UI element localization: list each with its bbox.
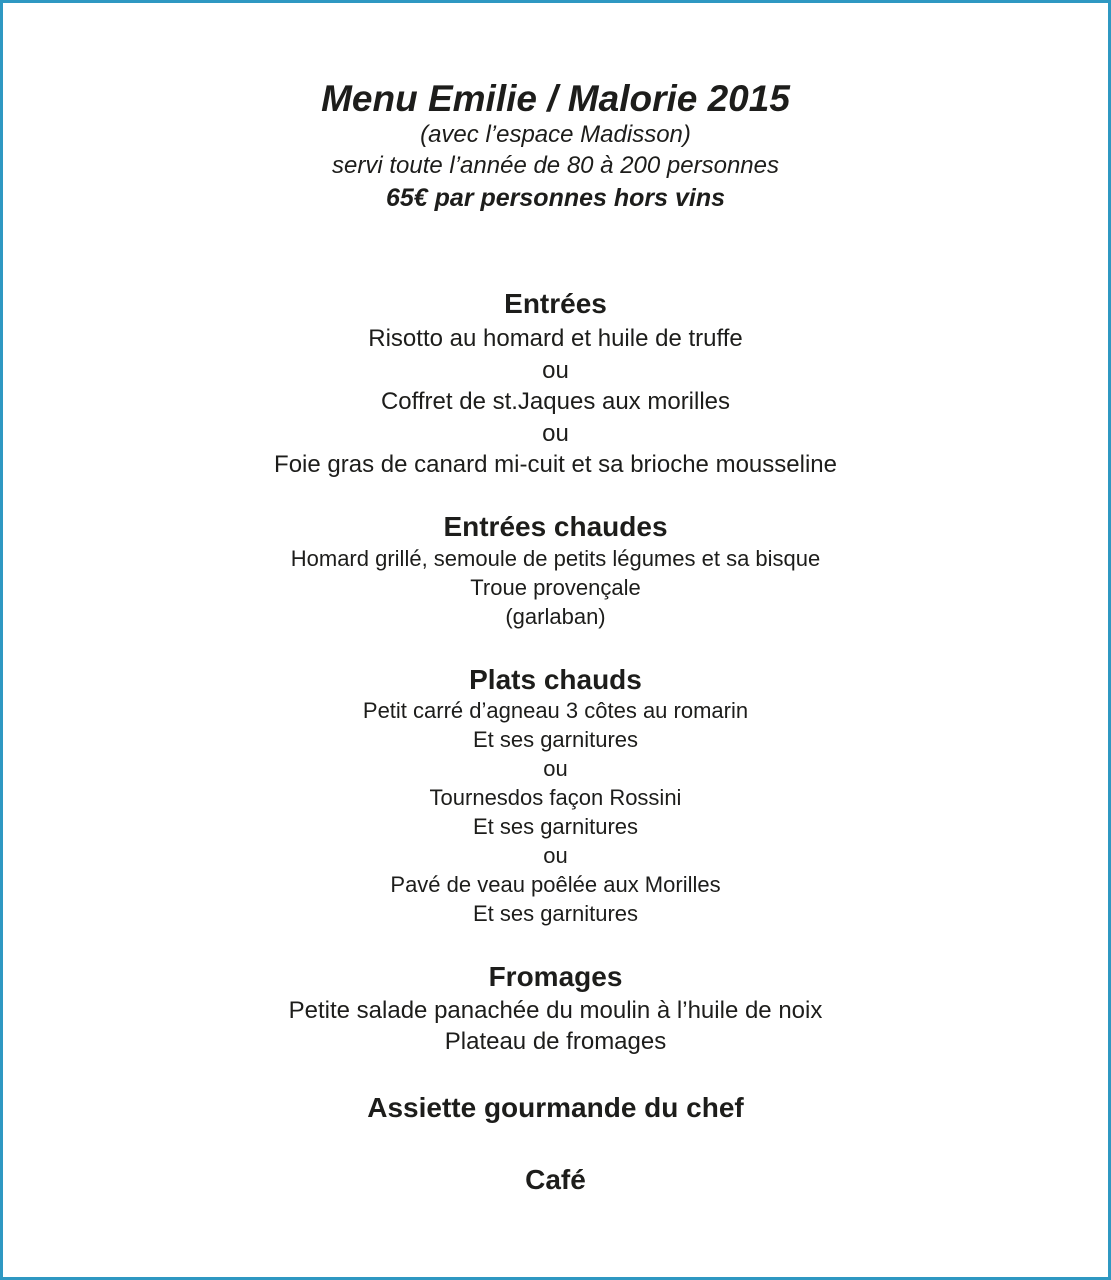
menu-item: Coffret de st.Jaques aux morilles	[380, 388, 731, 415]
menu-item: Risotto au homard et huile de truffe	[368, 325, 743, 352]
menu-separator: ou	[542, 420, 569, 447]
menu-item: Pavé de veau poêlée aux Morilles	[390, 872, 721, 897]
availability-note: servi toute l’année de 80 à 200 personnes	[332, 152, 779, 179]
section-title-dessert: Assiette gourmande du chef	[367, 1092, 744, 1123]
menu-item: Petite salade panachée du moulin à l’huile de noix	[288, 997, 823, 1024]
menu-separator: ou	[542, 357, 569, 384]
menu-separator: ou	[543, 843, 568, 868]
menu-title: Menu Emilie / Malorie 2015	[321, 78, 790, 119]
menu-item: Et ses garnitures	[472, 814, 639, 839]
menu-item: Homard grillé, semoule de petits légumes et sa bisque	[290, 546, 821, 571]
section-title-cafe: Café	[525, 1164, 586, 1195]
menu-item: Et ses garnitures	[472, 901, 639, 926]
menu-item: Plateau de fromages	[444, 1028, 667, 1055]
section-title-entrees: Entrées	[504, 288, 607, 319]
menu-item: (garlaban)	[505, 604, 606, 629]
menu-item: Tournesdos façon Rossini	[429, 785, 682, 810]
menu-item: Et ses garnitures	[472, 727, 639, 752]
menu-item: Petit carré d’agneau 3 côtes au romarin	[362, 698, 749, 723]
menu-item: Foie gras de canard mi-cuit et sa brioche mousseline	[274, 451, 837, 478]
section-title-plats-chauds: Plats chauds	[469, 664, 642, 695]
venue-note: (avec l’espace Madisson)	[420, 121, 691, 148]
menu-separator: ou	[543, 756, 568, 781]
section-title-entrees-chaudes: Entrées chaudes	[443, 511, 668, 542]
section-title-fromages: Fromages	[488, 961, 623, 992]
menu-item: Troue provençale	[470, 575, 641, 600]
price-note: 65€ par personnes hors vins	[385, 184, 726, 212]
